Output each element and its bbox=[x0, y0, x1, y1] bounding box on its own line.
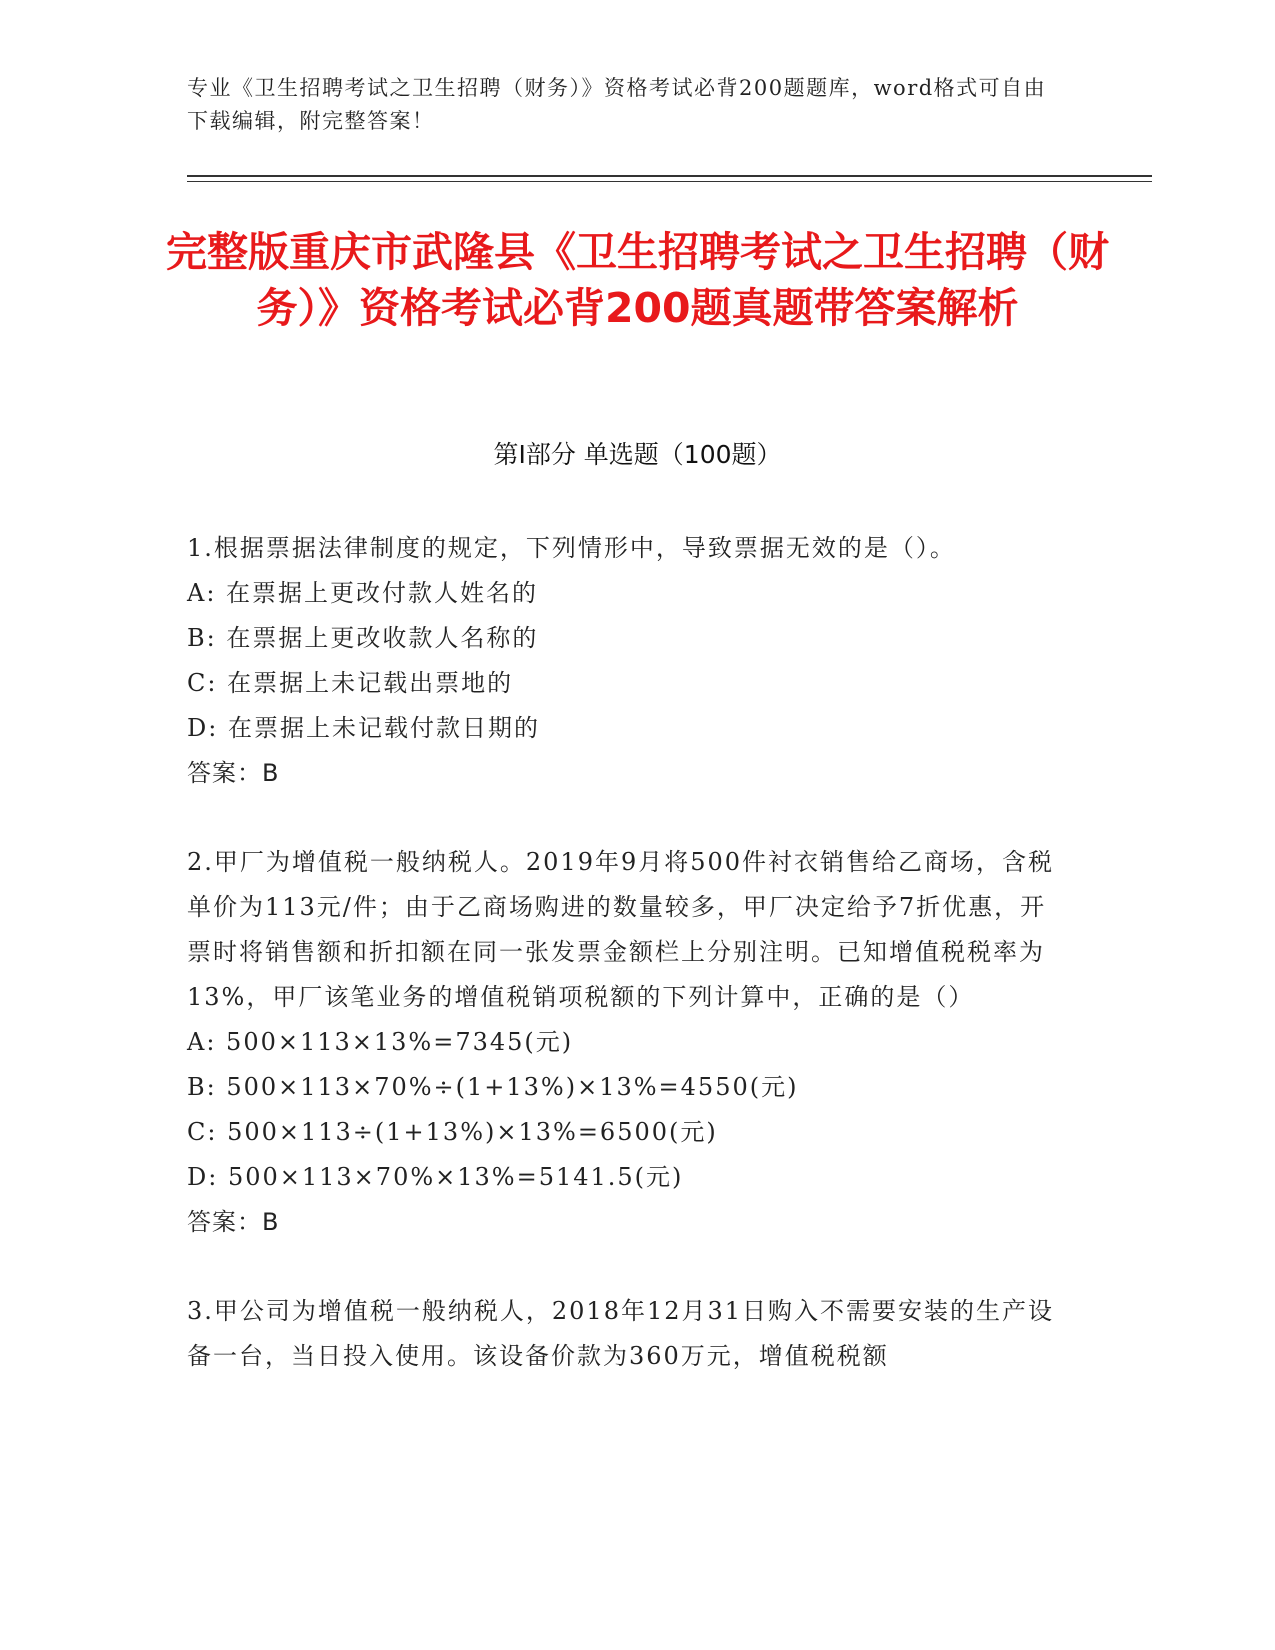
header-rule-thin bbox=[187, 181, 1152, 182]
option-b: B: 500×113×70%÷(1+13%)×13%=4550(元) bbox=[187, 1073, 799, 1101]
answer-line: 答案：B bbox=[187, 759, 280, 787]
question-spacer bbox=[187, 1245, 1067, 1289]
option-c: C: 500×113÷(1+13%)×13%=6500(元) bbox=[187, 1118, 718, 1146]
header-rule bbox=[187, 175, 1152, 177]
section-title: 第I部分 单选题（100题） bbox=[493, 440, 782, 469]
question-2 bbox=[187, 840, 1067, 1245]
answer-line: 答案：B bbox=[187, 1208, 280, 1236]
option-d: D: 在票据上未记载付款日期的 bbox=[187, 714, 540, 742]
option-b: B: 在票据上更改收款人名称的 bbox=[187, 624, 539, 652]
option-a: A: 500×113×13%=7345(元) bbox=[187, 1028, 574, 1056]
option-a: A: 在票据上更改付款人姓名的 bbox=[187, 579, 539, 607]
option-c: C: 在票据上未记载出票地的 bbox=[187, 669, 514, 697]
question-stem: 3.甲公司为增值税一般纳税人，2018年12月31日购入不需要安装的生产设备一台，当日投入使用。该设备价款为360万元，增值税税额 bbox=[187, 1297, 1055, 1370]
document-title: 完整版重庆市武隆县《卫生招聘考试之卫生招聘（财务）》资格考试必背200题真题带答案解析 bbox=[166, 228, 1109, 332]
question-1 bbox=[187, 526, 1067, 796]
question-stem: 1.根据票据法律制度的规定，下列情形中，导致票据无效的是（）。 bbox=[187, 534, 956, 562]
header-note: 专业《卫生招聘考试之卫生招聘（财务）》资格考试必背200题题库，word格式可自由下载编辑，附完整答案！ bbox=[187, 76, 1047, 133]
question-3 bbox=[187, 1289, 1067, 1379]
question-spacer bbox=[187, 796, 1067, 840]
question-stem: 2.甲厂为增值税一般纳税人。2019年9月将500件衬衣销售给乙商场，含税单价为113元/件；由于乙商场购进的数量较多，甲厂决定给予7折优惠，开票时将销售额和折扣额在同一张发票金额栏上分别注明。已知增值税税率为13%，甲厂该笔业务的增值税销项税额的下列计算中，正确的是（） bbox=[187, 848, 1055, 1011]
option-d: D: 500×113×70%×13%=5141.5(元) bbox=[187, 1163, 684, 1191]
question-list bbox=[187, 526, 1067, 1379]
